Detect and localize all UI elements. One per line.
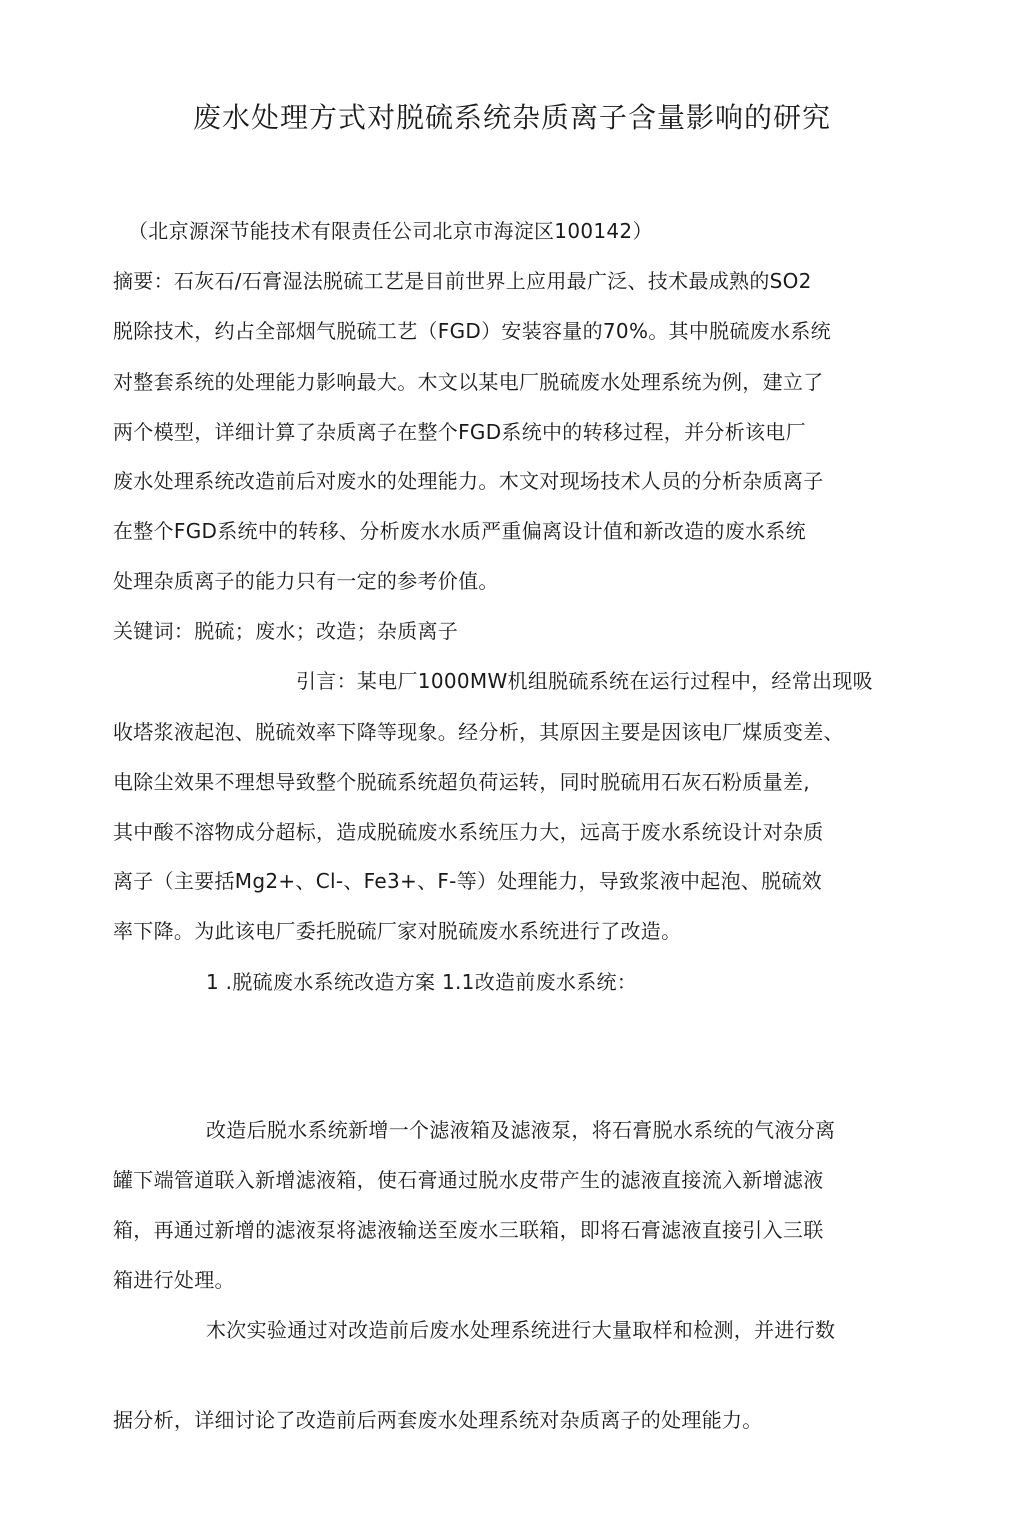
intro-line: 引言：某电厂1000MW机组脱硫系统在运行过程中，经常出现吸 [296, 669, 873, 693]
abstract-line: 废水处理系统改造前后对废水的处理能力。木文对现场技术人员的分析杂质离子 [113, 469, 824, 493]
body-line: 改造后脱水系统新增一个滤液箱及滤液泵，将石膏脱水系统的气液分离 [206, 1118, 836, 1142]
intro-line: 离子（主要括Mg2+、Cl-、Fe3+、F-等）处理能力，导致浆液中起泡、脱硫效 [113, 869, 823, 893]
abstract-line: 在整个FGD系统中的转移、分析废水水质严重偏离设计值和新改造的废水系统 [113, 519, 806, 543]
section-heading: 1 .脱硫废水系统改造方案 1.1改造前废水系统： [206, 970, 638, 994]
affiliation: （北京源深节能技术有限责任公司北京市海淀区100142） [128, 219, 653, 243]
body-line: 箱进行处理。 [113, 1268, 235, 1292]
paper-title: 废水处理方式对脱硫系统杂质离子含量影响的研究 [192, 101, 831, 134]
body-line: 木次实验通过对改造前后废水处理系统进行大量取样和检测，并进行数 [206, 1318, 836, 1342]
intro-line: 其中酸不溶物成分超标，造成脱硫废水系统压力大，远高于废水系统设计对杂质 [113, 820, 824, 844]
keywords: 关键词：脱硫；废水；改造；杂质离子 [113, 619, 459, 643]
abstract-line: 脱除技术，约占全部烟气脱硫工艺（FGD）安装容量的70%。其中脱硫废水系统 [113, 319, 831, 343]
intro-line: 收塔浆液起泡、脱硫效率下降等现象。经分析，其原因主要是因该电厂煤质变差、 [113, 720, 844, 744]
body-line: 罐下端管道联入新增滤液箱，使石膏通过脱水皮带产生的滤液直接流入新增滤液 [113, 1168, 824, 1192]
abstract-line: 处理杂质离子的能力只有一定的参考价值。 [113, 569, 499, 593]
abstract-line: 摘要：石灰石/石膏湿法脱硫工艺是目前世界上应用最广泛、技术最成熟的SO2 [113, 269, 812, 293]
abstract-line: 两个模型，详细计算了杂质离子在整个FGD系统中的转移过程，并分析该电厂 [113, 420, 806, 444]
body-line: 据分析，详细讨论了改造前后两套废水处理系统对杂质离子的处理能力。 [113, 1408, 763, 1432]
intro-line: 率下降。为此该电厂委托脱硫厂家对脱硫废水系统进行了改造。 [113, 919, 682, 943]
abstract-line: 对整套系统的处理能力影响最大。木文以某电厂脱硫废水处理系统为例，建立了 [113, 370, 824, 394]
intro-line: 电除尘效果不理想导致整个脱硫系统超负荷运转，同时脱硫用石灰石粉质量差, [113, 770, 810, 794]
body-line: 箱，再通过新增的滤液泵将滤液输送至废水三联箱，即将石膏滤液直接引入三联 [113, 1218, 824, 1242]
